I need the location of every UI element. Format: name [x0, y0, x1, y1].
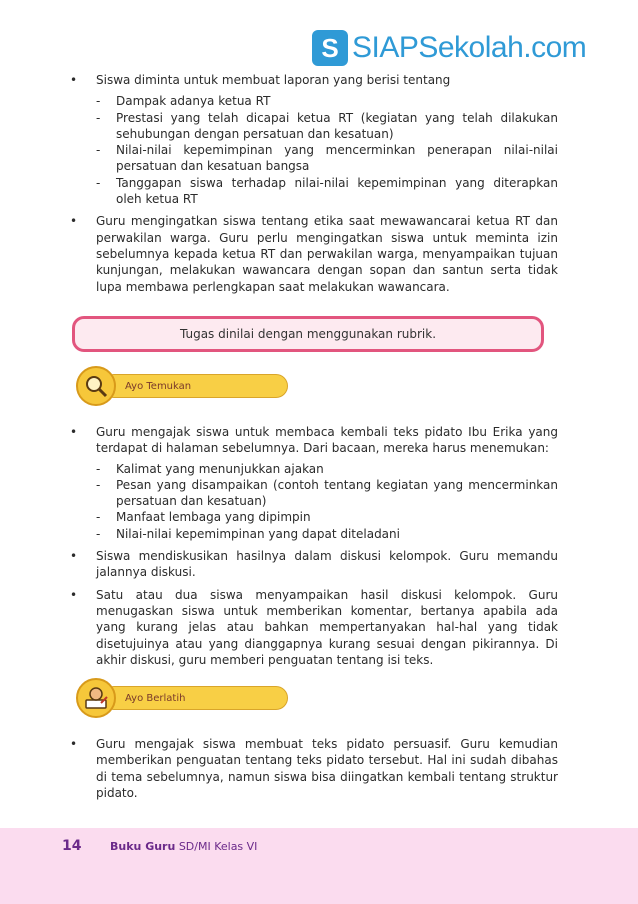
bullet-text: Guru mengingatkan siswa tentang etika saat mewawancarai ketua RT dan perwakilan warga. Guru perlu mengingatkan siswa untuk meminta izin sebelumnya kepada ketua RT dan perwakilan warga, menyampaikan tujuan kunjungan, melakukan wawancara dengan sopan dan santun serta tidak lupa membawa perlengkapan saat melakukan wawancara. [96, 214, 558, 294]
rubric-note-text: Tugas dinilai dengan menggunakan rubrik. [179, 327, 437, 341]
bullet-pidato [62, 736, 558, 801]
list-item: - Pesan yang disampaikan (contoh tentang kegiatan yang mencerminkan persatuan dan kesatuan) [96, 477, 558, 509]
list-item: - Kalimat yang menunjukkan ajakan [96, 461, 324, 476]
siapsekolah-watermark [312, 28, 586, 68]
watermark-logo-icon: S [312, 30, 348, 66]
list-item: - Manfaat lembaga yang dipimpin [96, 510, 311, 525]
bullet-membaca [62, 424, 558, 457]
list-item-text: Dampak adanya ketua RT [116, 94, 271, 109]
bullet-etika [62, 213, 558, 294]
list-item: - Nilai-nilai kepemimpinan yang dapat diteladani [96, 526, 400, 541]
list-item-text: Pesan yang disampaikan (contoh tentang kegiatan yang mencerminkan persatuan dan kesatuan) [116, 477, 558, 509]
activity-label: Ayo Berlatih [125, 692, 186, 704]
book-title-bold: Buku Guru [110, 840, 176, 853]
list-item: - Dampak adanya ketua RT [96, 94, 271, 109]
bullet-dot: • [70, 549, 78, 564]
bullet-text: Guru mengajak siswa untuk membaca kembali teks pidato Ibu Erika yang terdapat di halaman sebelumnya. Dari bacaan, mereka harus menemukan: [96, 425, 558, 456]
bullet-diskusi [62, 548, 558, 581]
activity-label: Ayo Temukan [125, 380, 192, 392]
list-item-text: Prestasi yang telah dicapai ketua RT (kegiatan yang telah dilakukan sehubungan dengan persatuan dan kesatuan) [116, 110, 558, 141]
list-item: - Nilai-nilai kepemimpinan yang mencerminkan penerapan nilai-nilai persatuan dan kesatuan bangsa [96, 143, 558, 174]
bullet-laporan [62, 72, 558, 88]
list-item: - Tanggapan siswa terhadap nilai-nilai kepemimpinan yang diterapkan oleh ketua RT [96, 175, 558, 207]
bullet-dot: • [70, 587, 78, 602]
activity-label-pill [102, 686, 288, 710]
list-item-text: Tanggapan siswa terhadap nilai-nilai kepemimpinan yang diterapkan oleh ketua RT [116, 175, 558, 207]
activity-label-pill [102, 374, 288, 398]
writing-kid-icon [76, 678, 116, 718]
magnifier-kid-icon [76, 366, 116, 406]
page-footer [0, 828, 638, 904]
section-laporan [62, 72, 558, 295]
watermark-text: SIAPSekolah.com [352, 31, 587, 64]
list-item-text: Nilai-nilai kepemimpinan yang mencerminkan penerapan nilai-nilai persatuan dan kesatuan bangsa [116, 143, 558, 174]
magnifier-icon [81, 371, 111, 401]
page-number: 14 [62, 838, 82, 854]
book-title-rest: SD/MI Kelas VI [178, 840, 258, 853]
list-item: - Prestasi yang telah dicapai ketua RT (kegiatan yang telah dilakukan sehubungan dengan persatuan dan kesatuan) [96, 110, 558, 141]
section-berlatih [62, 736, 558, 801]
rubric-note-box [72, 316, 544, 352]
bullet-text: Siswa diminta untuk membuat laporan yang berisi tentang [96, 73, 451, 87]
pencil-icon [81, 683, 111, 713]
list-item-text: Kalimat yang menunjukkan ajakan [116, 461, 324, 476]
bullet-dot: • [70, 214, 78, 229]
book-title [110, 840, 257, 853]
bullet-text: Satu atau dua siswa menyampaikan hasil diskusi kelompok. Guru menugaskan siswa untuk memberikan komentar, bertanya apabila ada yang kurang jelas atau bahkan mempertanyakan hal-hal yang tidak disetujuinya atau yang dianggapnya kurang sesuai dengan pikirannya. Di akhir diskusi, guru memberi penguatan tentang isi teks. [96, 587, 558, 667]
bullet-text: Siswa mendiskusikan hasilnya dalam diskusi kelompok. Guru memandu jalannya diskusi. [96, 549, 558, 580]
list-item-text: Manfaat lembaga yang dipimpin [116, 510, 311, 525]
bullet-dot: • [70, 73, 78, 87]
bullet-presentasi [62, 587, 558, 668]
list-item-text: Nilai-nilai kepemimpinan yang dapat diteladani [116, 526, 400, 541]
section-temukan [62, 424, 558, 668]
bullet-dot: • [70, 425, 78, 439]
bullet-text: Guru mengajak siswa membuat teks pidato persuasif. Guru kemudian memberikan penguatan tentang teks pidato tersebut. Hal ini sudah dibahas di tema sebelumnya, namun siswa bisa diingatkan kembali tentang struktur pidato. [96, 737, 558, 800]
bullet-dot: • [70, 737, 78, 751]
